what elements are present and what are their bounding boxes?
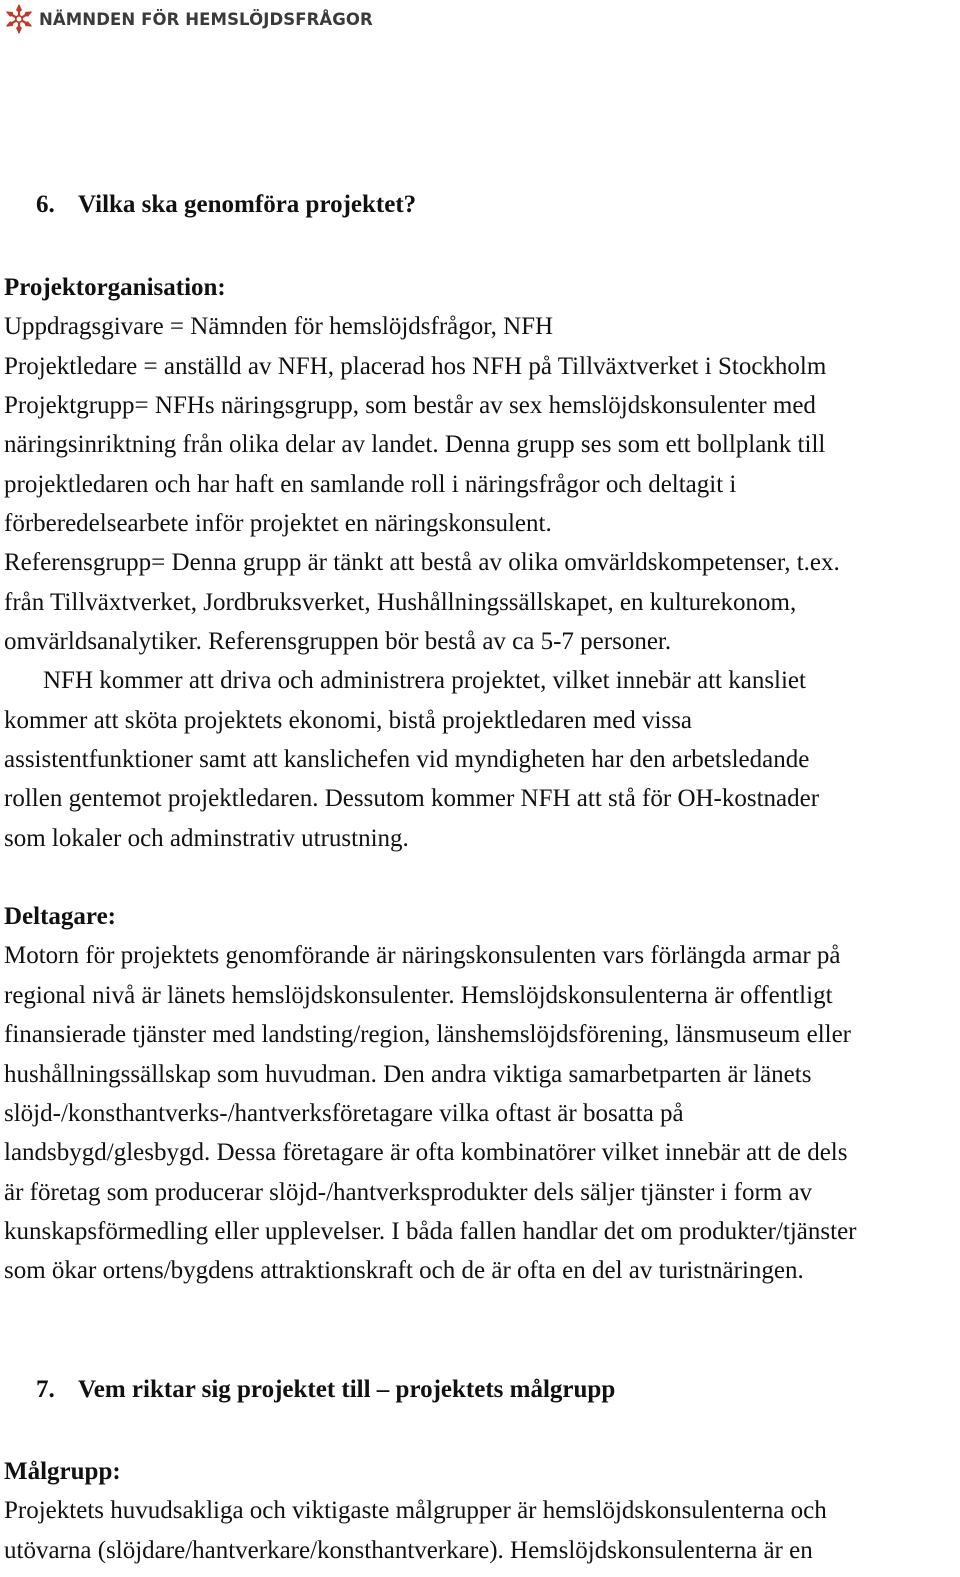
- text-line: hushållningssällskap som huvudman. Den andra viktiga samarbetparten är länets: [4, 1061, 812, 1088]
- text-line: regional nivå är länets hemslöjdskonsulenter. Hemslöjdskonsulenterna är offentligt: [4, 982, 833, 1009]
- text-line: utövarna (slöjdare/hantverkare/konsthantverkare). Hemslöjdskonsulenterna är en: [4, 1537, 813, 1564]
- text-line: NFH kommer att driva och administrera projektet, vilket innebär att kansliet: [43, 667, 806, 694]
- text-line: är företag som producerar slöjd-/hantverksprodukter dels säljer tjänster i form av: [4, 1179, 813, 1206]
- text-line: slöjd-/konsthantverks-/hantverksföretagare vilka oftast är bosatta på: [4, 1100, 684, 1127]
- header-logo: [4, 4, 373, 34]
- section-7-title: [36, 1375, 615, 1405]
- text-line: som lokaler och adminstrativ utrustning.: [4, 825, 409, 852]
- text-line: projektledaren och har haft en samlande roll i näringsfrågor och deltagit i: [4, 471, 737, 498]
- section-number: 6.: [36, 191, 55, 218]
- text-line: Projektgrupp= NFHs näringsgrupp, som består av sex hemslöjdskonsulenter med: [4, 392, 816, 419]
- text-line: rollen gentemot projektledaren. Dessutom kommer NFH att stå för OH-kostnader: [4, 785, 820, 812]
- text-line: Motorn för projektets genomförande är näringskonsulenten vars förlängda armar på: [4, 942, 841, 969]
- text-line: från Tillväxtverket, Jordbruksverket, Hushållningssällskapet, en kulturekonom,: [4, 589, 797, 616]
- text-line: Projektets huvudsakliga och viktigaste målgrupper är hemslöjdskonsulenterna och: [4, 1497, 827, 1524]
- section-title-text: Vem riktar sig projektet till – projektets målgrupp: [78, 1376, 616, 1403]
- org-name: NÄMNDEN FÖR HEMSLÖJDSFRÅGOR: [39, 9, 373, 29]
- text-line: Projektledare = anställd av NFH, placerad hos NFH på Tillväxtverket i Stockholm: [4, 353, 827, 380]
- text-line: landsbygd/glesbygd. Dessa företagare är ofta kombinatörer vilket innebär att de dels: [4, 1139, 848, 1166]
- text-line: Uppdragsgivare = Nämnden för hemslöjdsfrågor, NFH: [4, 313, 554, 340]
- text-line: som ökar ortens/bygdens attraktionskraft och de är ofta en del av turistnäringen.: [4, 1257, 804, 1284]
- text-line: finansierade tjänster med landsting/region, länshemslöjdsförening, länsmuseum eller: [4, 1021, 852, 1048]
- text-line: förberedelsearbete inför projektet en näringskonsulent.: [4, 510, 552, 537]
- text-line: omvärldsanalytiker. Referensgruppen bör bestå av ca 5-7 personer.: [4, 628, 672, 655]
- section-title-text: Vilka ska genomföra projektet?: [78, 191, 417, 218]
- text-line: kunskapsförmedling eller upplevelser. I båda fallen handlar det om produkter/tjänster: [4, 1218, 857, 1245]
- text-line: näringsinriktning från olika delar av landet. Denna grupp ses som ett bollplank till: [4, 431, 826, 458]
- star-snowflake-icon: [4, 4, 34, 34]
- malgrupp-heading: Målgrupp:: [4, 1458, 121, 1485]
- section-6-title: [36, 190, 416, 220]
- deltagare-heading: Deltagare:: [4, 903, 116, 930]
- text-line: Referensgrupp= Denna grupp är tänkt att bestå av olika omvärldskompetenser, t.ex.: [4, 549, 840, 576]
- text-line: assistentfunktioner samt att kanslichefen vid myndigheten har den arbetsledande: [4, 746, 810, 773]
- section-number: 7.: [36, 1376, 55, 1403]
- projektorganisation-heading: Projektorganisation:: [4, 274, 226, 301]
- text-line: kommer att sköta projektets ekonomi, bistå projektledaren med vissa: [4, 707, 693, 734]
